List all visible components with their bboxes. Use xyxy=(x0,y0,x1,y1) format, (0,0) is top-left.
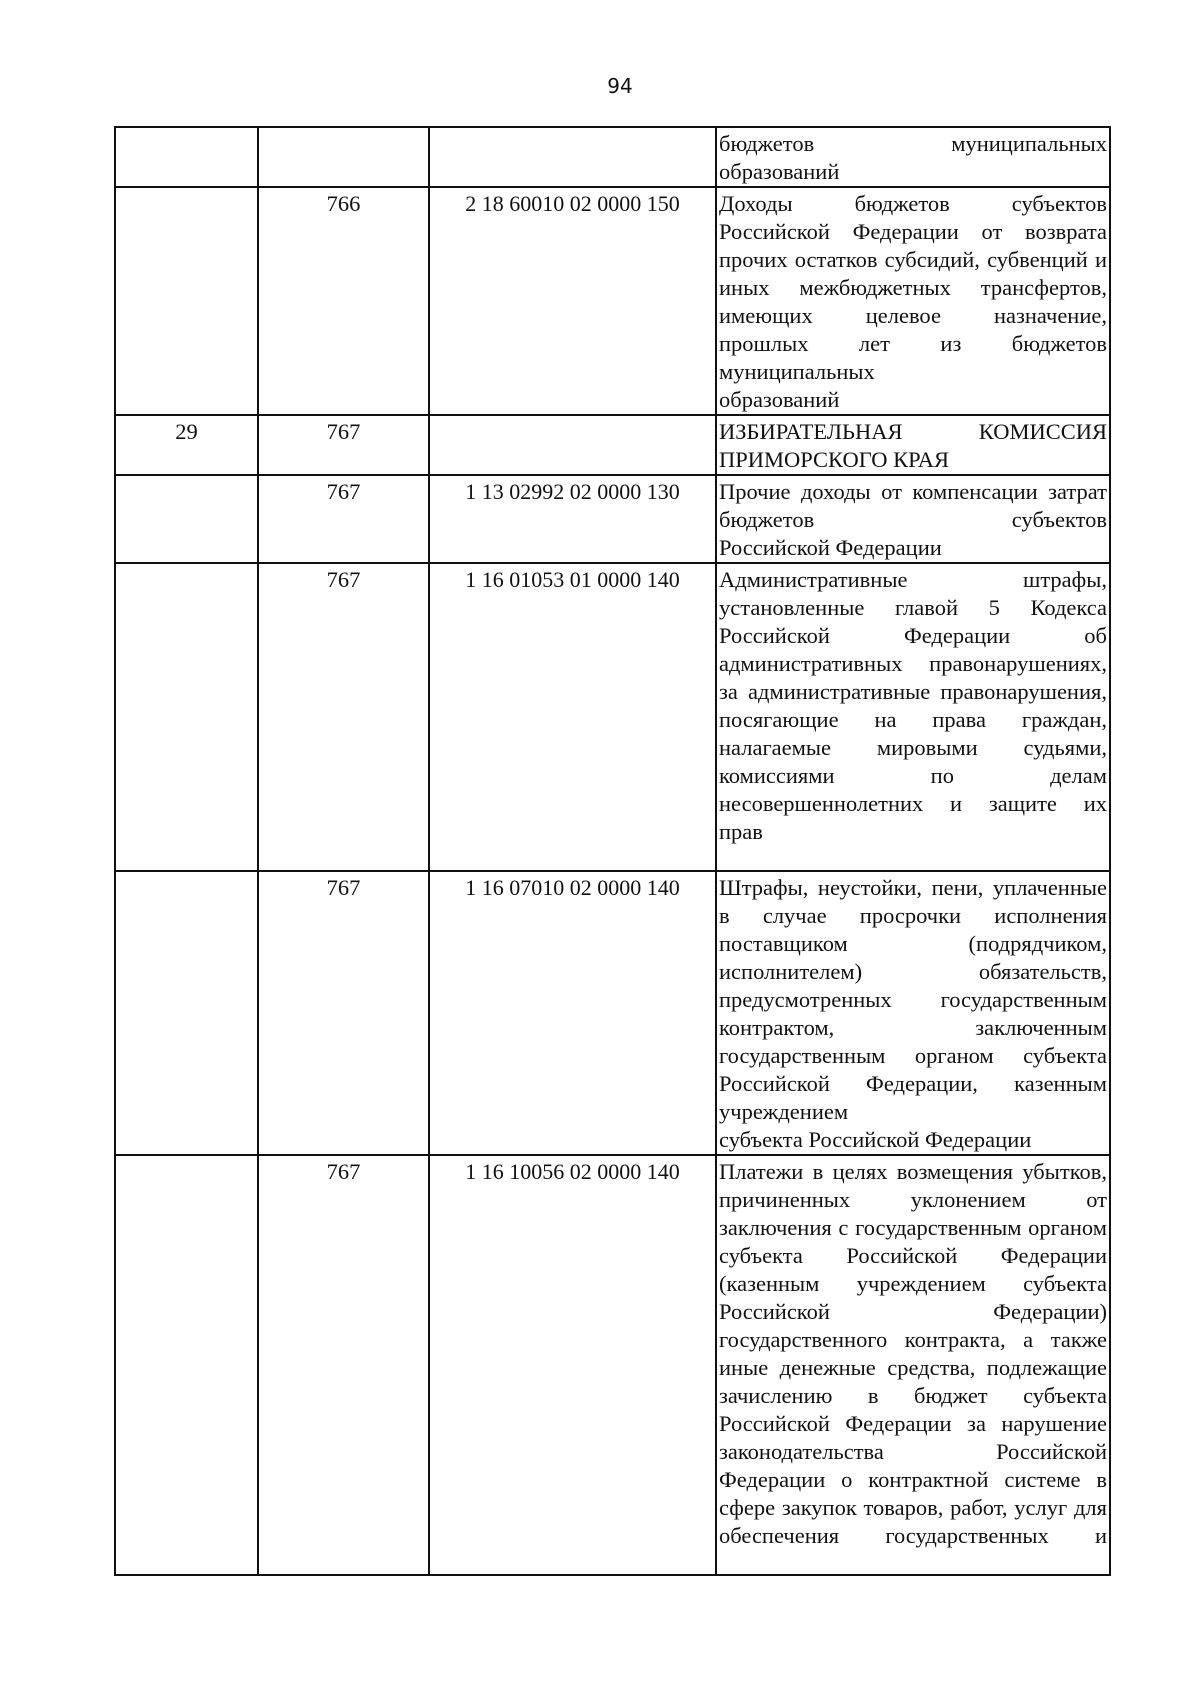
budget-code-cell: 2 18 60010 02 0000 150 xyxy=(429,187,716,415)
revenue-name-text: Прочие доходы от компенсации затрат бюджетов субъектов xyxy=(719,479,1107,532)
administrator-code-cell: 766 xyxy=(258,187,429,415)
row-number-cell xyxy=(115,1155,258,1575)
budget-code-cell xyxy=(429,415,716,475)
administrator-code-cell: 767 xyxy=(258,563,429,871)
administrator-code-cell: 767 xyxy=(258,475,429,563)
administrator-code-cell: 767 xyxy=(258,415,429,475)
revenue-name-cell xyxy=(716,563,1110,871)
row-number-cell xyxy=(115,563,258,871)
administrator-code-cell: 767 xyxy=(258,1155,429,1575)
administrator-code-cell: 767 xyxy=(258,871,429,1155)
revenue-name-cell xyxy=(716,187,1110,415)
revenue-name-text: бюджетов муниципальных xyxy=(719,131,1107,156)
budget-code-cell: 1 16 07010 02 0000 140 xyxy=(429,871,716,1155)
revenue-name-text: Доходы бюджетов субъектов Российской Федерации от возврата прочих остатков субсидий, субвенций и иных межбюджетных трансфертов, имеющих целевое назначение, прошлых лет из бюджетов муниципальных xyxy=(719,191,1107,384)
table-row xyxy=(115,475,1110,563)
revenue-name-text: Административные штрафы, установленные главой 5 Кодекса Российской Федерации об административных правонарушениях, за административные правонарушения, посягающие на права граждан, налагаемые мировыми судьями, комиссиями по делам несовершеннолетних и защите их xyxy=(719,567,1107,816)
revenue-name-cell xyxy=(716,475,1110,563)
revenue-name-cell xyxy=(716,871,1110,1155)
row-number-cell xyxy=(115,187,258,415)
table-row xyxy=(115,127,1110,187)
budget-code-cell: 1 16 10056 02 0000 140 xyxy=(429,1155,716,1575)
revenue-name-last-line: образований xyxy=(719,159,840,184)
revenue-name-last-line: ПРИМОРСКОГО КРАЯ xyxy=(719,447,949,472)
row-number-cell: 29 xyxy=(115,415,258,475)
budget-code-cell: 1 16 01053 01 0000 140 xyxy=(429,563,716,871)
budget-code-cell: 1 13 02992 02 0000 130 xyxy=(429,475,716,563)
table-row xyxy=(115,187,1110,415)
administrator-code-cell xyxy=(258,127,429,187)
table-row xyxy=(115,871,1110,1155)
revenue-classification-table xyxy=(114,126,1111,1576)
revenue-name-last-line: Российской Федерации xyxy=(719,535,942,560)
revenue-name-last-line: прав xyxy=(719,819,763,844)
revenue-name-text: Штрафы, неустойки, пени, уплаченные в случае просрочки исполнения поставщиком (подрядчиком, исполнителем) обязательств, предусмотренных государственным контрактом, заключенным государственным органом субъекта Российской Федерации, казенным учреждением xyxy=(719,875,1107,1124)
revenue-name-cell xyxy=(716,127,1110,187)
table-row xyxy=(115,415,1110,475)
revenue-name-last-line: субъекта Российской Федерации xyxy=(719,1127,1032,1152)
table-row xyxy=(115,563,1110,871)
revenue-name-cell xyxy=(716,1155,1110,1575)
revenue-name-last-line: образований xyxy=(719,387,840,412)
row-number-cell xyxy=(115,475,258,563)
row-number-cell xyxy=(115,127,258,187)
revenue-name-cell xyxy=(716,415,1110,475)
row-number-cell xyxy=(115,871,258,1155)
budget-code-cell xyxy=(429,127,716,187)
revenue-name-text: ИЗБИРАТЕЛЬНАЯ КОМИССИЯ xyxy=(719,419,1107,444)
table-row xyxy=(115,1155,1110,1575)
page-number: 94 xyxy=(607,74,633,98)
revenue-name-text: Платежи в целях возмещения убытков, причиненных уклонением от заключения с государственным органом субъекта Российской Федерации (казенным учреждением субъекта Российской Федерации) государственного контракта, а также иные денежные средства, подлежащие зачислению в бюджет субъекта Российской Федерации за нарушение законодательства Российской Федерации о контрактной системе в сфере закупок товаров, работ, услуг для обеспечения государственных и xyxy=(719,1159,1107,1548)
